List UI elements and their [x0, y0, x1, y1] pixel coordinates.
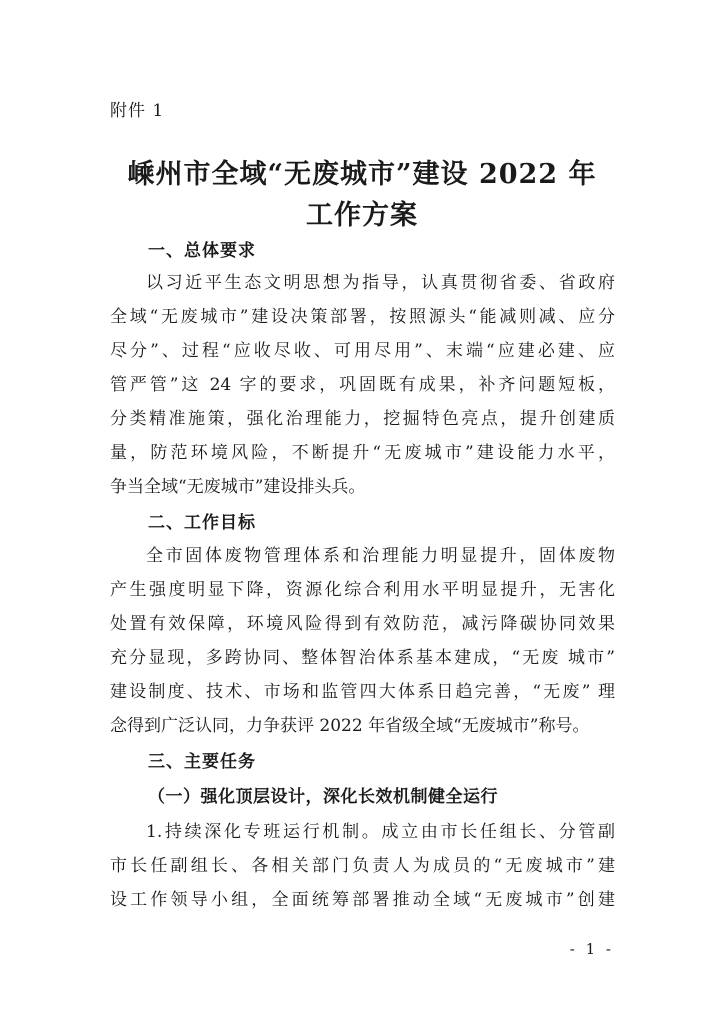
attachment-label: 附件 1 — [110, 101, 165, 121]
document-title-line-1: 嵊州市全域“无废城市”建设 2022 年 — [127, 159, 597, 190]
section-heading-main-tasks: 三、主要任务 — [148, 752, 256, 772]
document-title-line-2: 工作方案 — [306, 200, 418, 231]
paragraph-line: 管严管”这 24 字的要求，巩固既有成果，补齐问题短板， — [110, 375, 615, 395]
paragraph-line: 设工作领导小组，全面统筹部署推动全域“无废城市”创建 — [110, 890, 615, 910]
paragraph-line: 量，防范环境风险，不断提升“无废城市”建设能力水平， — [110, 443, 615, 463]
paragraph-line: 处置有效保障，环境风险得到有效防范，减污降碳协同效果 — [110, 614, 615, 634]
page-number: - 1 - — [569, 940, 614, 958]
paragraph-line: 建设制度、技术、市场和监管四大体系日趋完善，“无废” 理 — [110, 682, 615, 702]
subsection-heading-top-level-design: （一）强化顶层设计，深化长效机制健全运行 — [148, 787, 498, 807]
paragraph-line: 全域“无废城市”建设决策部署，按照源头“能减则减、应分 — [110, 307, 615, 327]
paragraph-line: 分类精准施策，强化治理能力，挖掘特色亮点，提升创建质 — [110, 409, 615, 429]
section-heading-general-requirements: 一、总体要求 — [148, 241, 256, 261]
paragraph-line: 念得到广泛认同，力争获评 2022 年省级全域“无废城市”称号。 — [110, 716, 590, 736]
paragraph-line: 市长任副组长、各相关部门负责人为成员的“无废城市”建 — [110, 856, 615, 876]
paragraph-line: 全市固体废物管理体系和治理能力明显提升，固体废物 — [146, 546, 615, 566]
paragraph-line: 产生强度明显下降，资源化综合利用水平明显提升，无害化 — [110, 580, 615, 600]
paragraph-line: 以习近平生态文明思想为指导，认真贯彻省委、省政府 — [146, 273, 615, 293]
section-heading-work-goals: 二、工作目标 — [148, 513, 256, 533]
paragraph-line: 充分显现，多跨协同、整体智治体系基本建成，“无废 城市” — [110, 648, 615, 668]
paragraph-line: 争当全域“无废城市”建设排头兵。 — [110, 477, 366, 497]
paragraph-line: 尽分”、过程“应收尽收、可用尽用”、末端“应建必建、应 — [110, 341, 615, 361]
paragraph-line: 1.持续深化专班运行机制。成立由市长任组长、分管副 — [146, 822, 615, 842]
